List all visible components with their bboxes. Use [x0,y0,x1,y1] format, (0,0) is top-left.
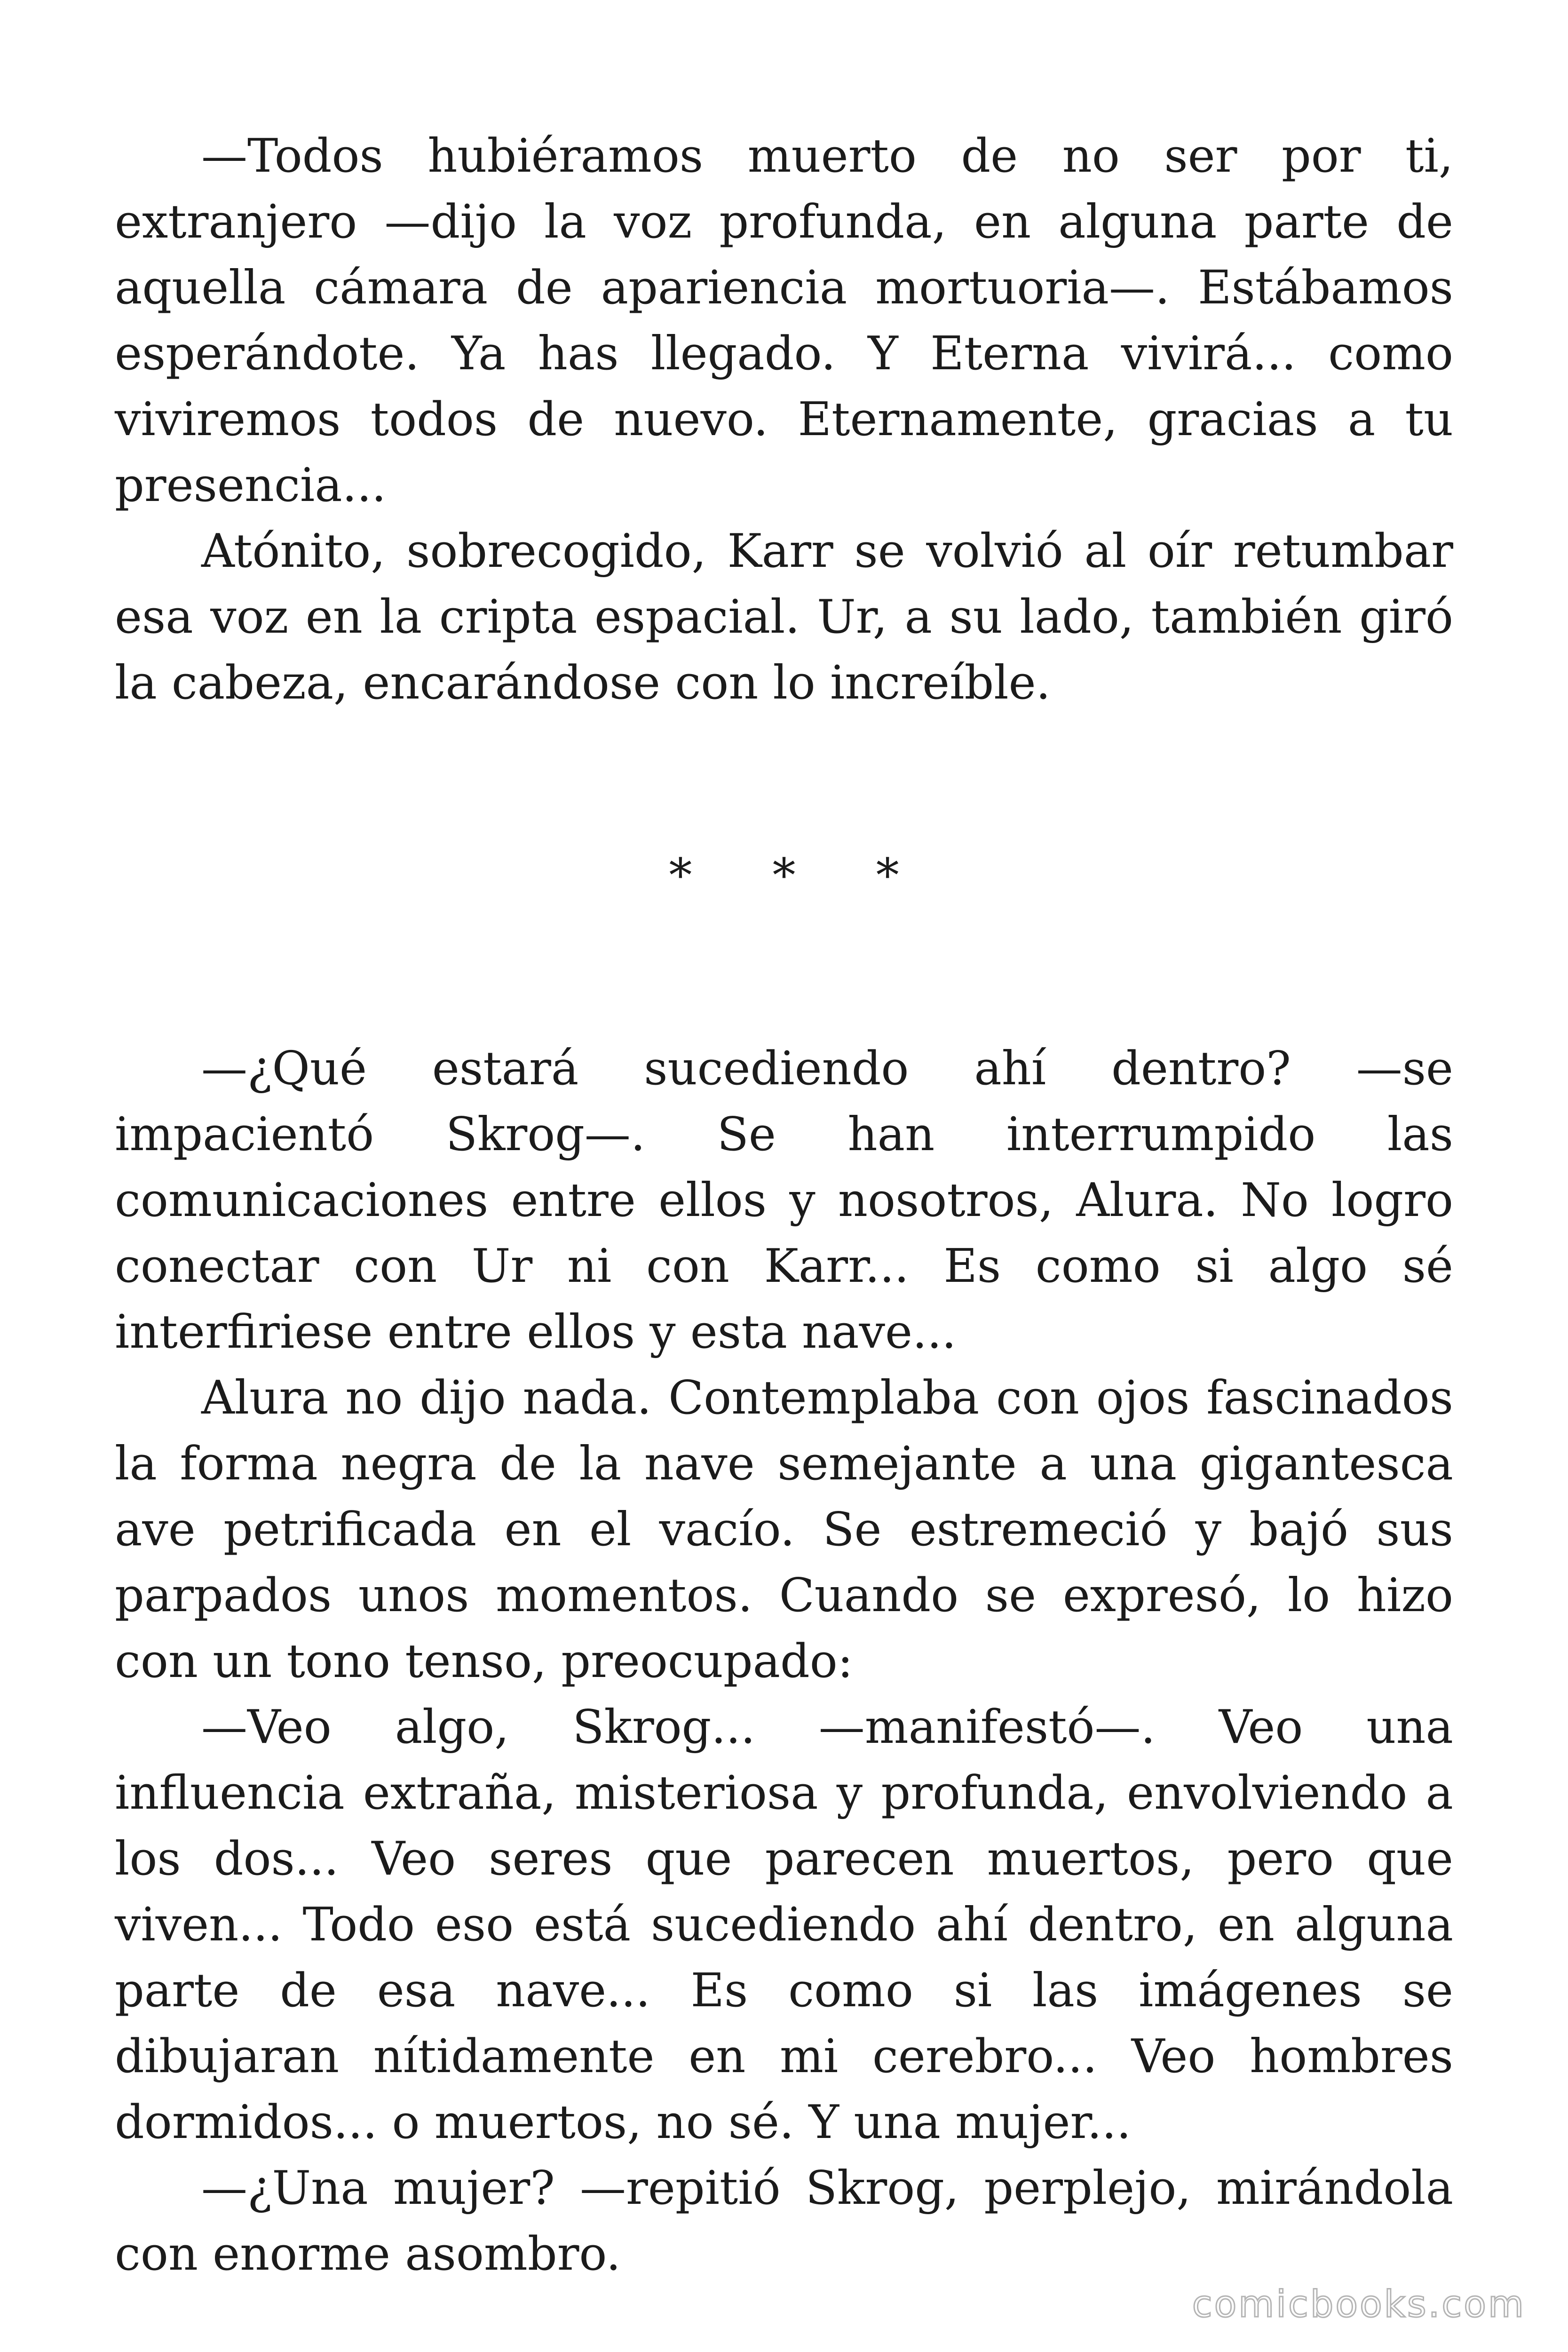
separator-asterisks: * * * [669,849,932,903]
paragraph: —¿Una mujer? —repitió Skrog, perplejo, mirándola con enorme asombro. [115,2161,1453,2281]
paragraph: Atónito, sobrecogido, Karr se volvió al oír retumbar esa voz en la cripta espacial. Ur, a su lado, también giró la cabeza, encarándose con lo increíble. [115,524,1453,710]
section-separator [115,716,1453,1036]
paragraph: —Veo algo, Skrog... —manifestó—. Veo una influencia extraña, misteriosa y profunda, envolviendo a los dos... Veo seres que parecen muertos, pero que viven... Todo eso está sucediendo ahí dentro, en alguna parte de esa nave... Es como si las imágenes se dibujaran nítidamente en mi cerebro... Veo hombres dormidos... o muertos, no sé. Y una mujer... [115,1700,1453,2149]
paragraph: —¿Qué estará sucediendo ahí dentro? —se impacientó Skrog—. Se han interrumpido las comunicaciones entre ellos y nosotros, Alura. No logro conectar con Ur ni con Karr... Es como si algo sé interfiriese entre ellos y esta nave... [115,1042,1453,1359]
paragraph: —Todos hubiéramos muerto de no ser por ti, extranjero —dijo la voz profunda, en alguna parte de aquella cámara de apariencia mortuoria—. Estábamos esperándote. Ya has llegado. Y Eterna vivirá... como viviremos todos de nuevo. Eternamente, gracias a tu presencia... [115,129,1453,512]
watermark: comicbooks.com [1192,2283,1526,2326]
paragraph: Alura no dijo nada. Contemplaba con ojos fascinados la forma negra de la nave semejante a una gigantesca ave petrificada en el vacío. Se estremeció y bajó sus parpados unos momentos. Cuando se expresó, lo hizo con un tono tenso, preocupado: [115,1371,1453,1688]
page-text [115,123,1453,2287]
